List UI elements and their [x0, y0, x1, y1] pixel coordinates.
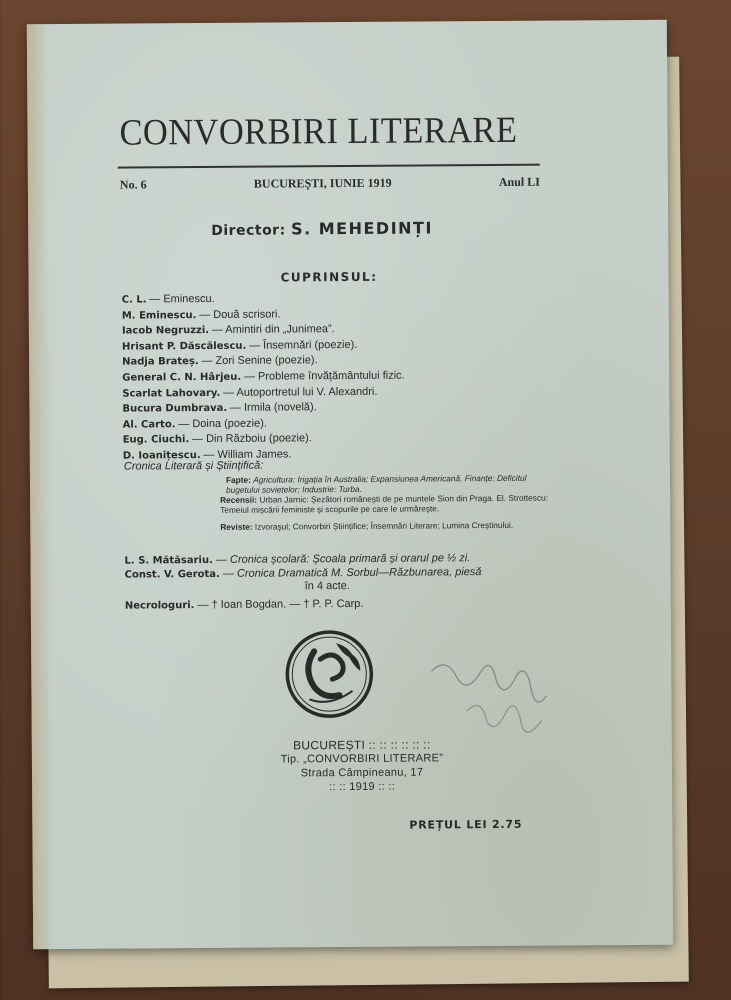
- toc-author: C. L.: [121, 294, 147, 306]
- toc-author: M. Eminescu.: [121, 309, 197, 322]
- toc-author: Al. Carto.: [122, 418, 176, 431]
- cronica-recensii: [220, 493, 558, 515]
- imprint: [232, 737, 492, 795]
- toc-title: — William James.: [203, 448, 292, 461]
- toc-author: Eug. Ciuchi.: [122, 434, 190, 446]
- school-chronicle-entry: [124, 552, 470, 567]
- entry-author: Necrologuri.: [124, 600, 195, 612]
- toc-title: — Două scrisori.: [199, 308, 281, 321]
- imprint-street: Strada Câmpineanu, 17: [300, 766, 424, 780]
- toc-author: General C. N. Hârjeu.: [122, 371, 242, 384]
- director-label: Director:: [211, 222, 286, 239]
- publisher-emblem-icon: [284, 629, 375, 720]
- cronica-heading: Cronica Literară și Științifică:: [123, 459, 264, 473]
- imprint-year: :: :: 1919 :: ::: [329, 780, 396, 794]
- pencil-scribble: [426, 641, 557, 752]
- fapte-label: Fapte:: [225, 474, 251, 485]
- worn-edge: [27, 24, 55, 949]
- toc-title: — Amintiri din „Junimea”.: [211, 323, 335, 337]
- obituaries-entry: [125, 598, 364, 613]
- toc-title: — Însemnări (poezie).: [249, 338, 358, 352]
- issue-number: No. 6: [119, 177, 147, 192]
- recensii-text: Urban Jarnic: Șezători românești de pe muntele Sion din Praga. El. Strottescu: Temeiul mișcării feministe și scopurile pe care le urmărește.: [220, 492, 549, 515]
- cronica-reviste: [220, 520, 560, 532]
- issue-line: [120, 175, 540, 193]
- issue-volume: Anul LI: [498, 174, 540, 189]
- table-of-contents: [122, 290, 553, 465]
- imprint-city: BUCUREȘTI :: :: :: :: :: ::: [293, 737, 431, 753]
- toc-title: — Eminescu.: [149, 292, 215, 306]
- director-name: S. MEHEDINȚI: [290, 218, 433, 239]
- issue-place-date: BUCUREȘTI, IUNIE 1919: [253, 175, 392, 191]
- toc-title: — Din Războiu (poezie).: [191, 432, 312, 446]
- toc-author: Scarlat Lahovary.: [122, 387, 221, 400]
- entry-text: — Cronica școlară: Școala primară și orarul pe ½ zi.: [215, 552, 471, 566]
- imprint-printer: Tip. „CONVORBIRI LITERARE”: [280, 752, 444, 766]
- toc-title: — Probleme învățământului fizic.: [243, 369, 405, 383]
- cronica-fapte: [226, 473, 556, 495]
- toc-title: — Zori Senine (poezie).: [201, 354, 318, 368]
- toc-author: Nadja Brateș.: [122, 356, 199, 368]
- toc-author: Iacob Negruzzi.: [121, 325, 210, 337]
- masthead-rule: [118, 164, 540, 169]
- toc-author: Bucura Dumbrava.: [122, 403, 228, 415]
- entry-text: — Cronica Dramatică M. Sorbul—Răzbunarea, piesă: [222, 566, 482, 580]
- drama-chronicle-entry: [125, 566, 482, 581]
- price-label: PREȚUL LEI 2.75: [409, 817, 523, 832]
- toc-title: — Irmila (novelă).: [229, 401, 317, 414]
- reviste-label: Reviste:: [220, 521, 253, 532]
- fapte-text: Agricultura: Irigația în Australia; Expansiunea Americană. Finanțe: Deficitul bugetului sovietelor; Industrie: Turba.: [225, 472, 527, 495]
- director-line: [211, 218, 433, 239]
- toc-title: — Doina (poezie).: [178, 417, 267, 430]
- toc-title: — Autoportretul lui V. Alexandri.: [223, 385, 378, 399]
- toc-author: Hrisant P. Dăscălescu.: [121, 340, 247, 353]
- magazine-cover: [27, 20, 673, 949]
- entry-text: — † Ioan Bogdan. — † P. P. Carp.: [197, 597, 364, 612]
- drama-chronicle-continuation: în 4 acte.: [304, 580, 351, 593]
- entry-author: Const. V. Gerota.: [124, 568, 220, 581]
- recensii-label: Recensii:: [220, 494, 258, 505]
- reviste-text: Izvoraşul; Convorbiri Științifice; Însemnări Literare; Lumina Creștinului.: [254, 519, 514, 532]
- masthead-title: CONVORBIRI LITERARE: [119, 109, 518, 154]
- entry-author: L. S. Mătăsariu.: [124, 554, 213, 567]
- toc-author: D. Ioanițescu.: [122, 449, 201, 462]
- contents-heading: CUPRINSUL:: [280, 269, 378, 285]
